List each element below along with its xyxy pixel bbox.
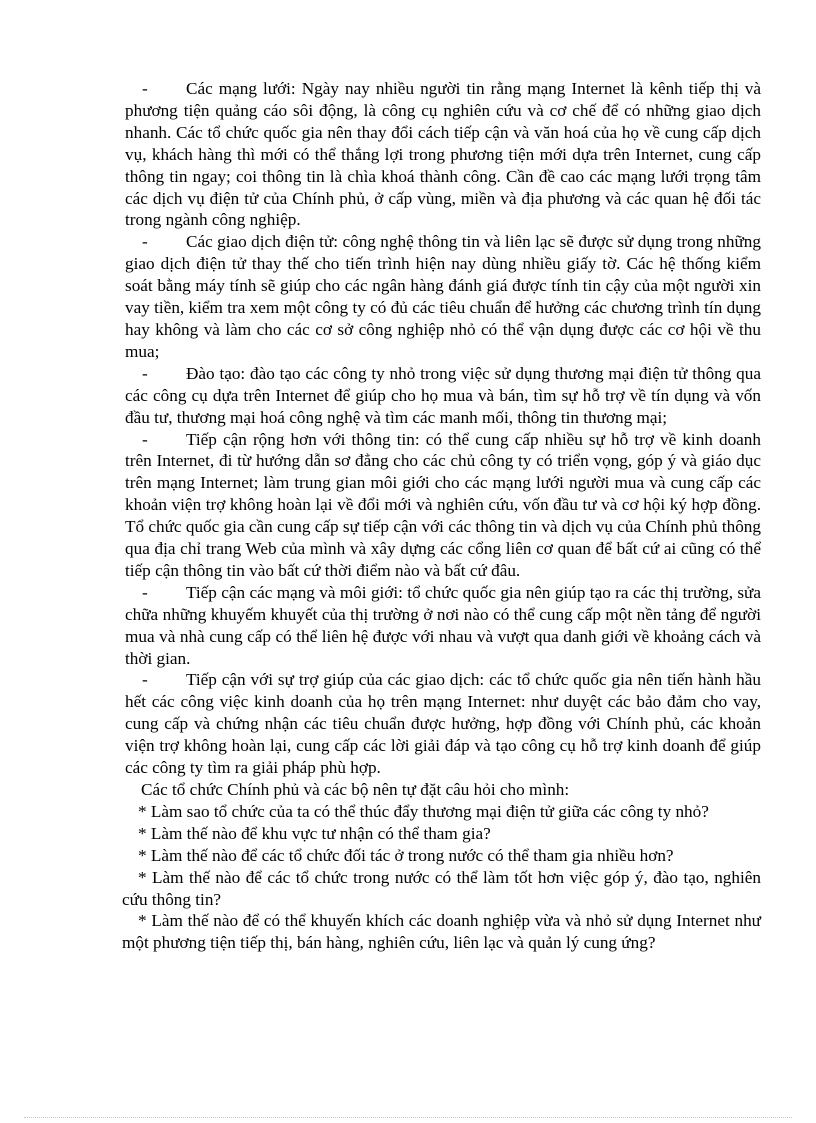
- bullet-paragraph: [125, 363, 761, 429]
- paragraph-text: Tiếp cận rộng hơn với thông tin: có thể cung cấp nhiều sự hỗ trợ về kinh doanh trên Internet, đi từ hướng dẫn sơ đẳng cho các chủ công ty có triển vọng, góp ý và giáo dục trên mạng Internet; làm trung gian môi giới cho các mạng lưới người mua và cung cấp các khoản viện trợ không hoàn lại về đổi mới và nghiên cứu, vốn đầu tư và cơ hội ký hợp đồng. Tổ chức quốc gia cần cung cấp sự tiếp cận với các thông tin và dịch vụ của Chính phủ thông qua địa chỉ trang Web của mình và xây dựng các cổng liên cơ quan để bất cứ ai cũng có thể tiếp cận thông tin vào bất cứ thời điểm nào và bất cứ đâu.: [125, 429, 761, 580]
- bullet-paragraph: [125, 429, 761, 582]
- dash-marker: -: [142, 582, 148, 602]
- document-page: [122, 78, 761, 954]
- bullet-paragraph: [125, 231, 761, 362]
- question-item: * Làm thế nào để khu vực tư nhận có thể tham gia?: [138, 823, 491, 843]
- dash-marker: -: [142, 232, 148, 252]
- question-item: * Làm thế nào để các tổ chức đối tác ở trong nước có thể tham gia nhiều hơn?: [138, 845, 674, 865]
- bullet-paragraph: [125, 582, 761, 670]
- dash-marker: -: [142, 79, 148, 98]
- paragraph-text: Đào tạo: đào tạo các công ty nhỏ trong việc sử dụng thương mại điện tử thông qua các công cụ dựa trên Internet để giúp cho họ mua và bán, tìm sự hỗ trợ về tín dụng và vốn đầu tư, thương mại hoá công nghệ và tìm các manh mối, thông tin thương mại;: [125, 363, 761, 427]
- bullet-paragraph: [125, 669, 761, 779]
- page-bottom-divider: [24, 1117, 792, 1118]
- dash-marker: -: [142, 363, 148, 383]
- paragraph-text: Các mạng lưới: Ngày nay nhiều người tin rằng mạng Internet là kênh tiếp thị và phương tiện quảng cáo sôi động, là công cụ nghiên cứu và cơ chế để có những giao dịch nhanh. Các tổ chức quốc gia nên thay đổi cách tiếp cận và văn hoá của họ về cung cấp dịch vụ, khách hàng thì mới có thể thắng lợi trong phương tiện mới dựa trên Internet, cung cấp thông tin ngay; coi thông tin là chìa khoá thành công. Cần đề cao các mạng lưới trọng tâm các dịch vụ điện tử của Chính phủ, ở cấp vùng, miền và địa phương và các quan hệ đối tác trong ngành công nghiệp.: [125, 79, 761, 230]
- bullet-paragraph: [125, 78, 761, 231]
- dash-marker: -: [142, 670, 148, 690]
- question-item: * Làm sao tổ chức của ta có thể thúc đẩy thương mại điện tử giữa các công ty nhỏ?: [138, 801, 709, 821]
- dash-marker: -: [142, 429, 148, 449]
- question-item: * Làm thế nào để có thể khuyến khích các doanh nghiệp vừa và nhỏ sử dụng Internet như một phương tiện tiếp thị, bán hàng, nghiên cứu, liên lạc và quản lý cung ứng?: [122, 911, 761, 953]
- questions-intro: Các tổ chức Chính phủ và các bộ nên tự đặt câu hỏi cho mình:: [141, 780, 570, 799]
- paragraph-text: Các giao dịch điện tử: công nghệ thông tin và liên lạc sẽ được sử dụng trong những giao dịch điện tử thay thế cho tiến trình hiện nay dùng nhiều giấy tờ. Các hệ thống kiểm soát bằng máy tính sẽ giúp cho các ngân hàng đánh giá được tính tin cậy của một người xin vay tiền, kiểm tra xem một công ty có đủ các tiêu chuẩn để hưởng các chương trình tín dụng hay không và làm cho các cơ sở công nghiệp nhỏ có thể vận dụng được các cơ hội về thu mua;: [125, 232, 761, 361]
- question-item: * Làm thế nào để các tổ chức trong nước có thể làm tốt hơn việc góp ý, đào tạo, nghiên cứu thông tin?: [122, 867, 761, 909]
- paragraph-text: Tiếp cận các mạng và môi giới: tổ chức quốc gia nên giúp tạo ra các thị trường, sửa chữa những khuyếm khuyết của thị trường ở nơi nào có thể cung cấp một nền tảng để người mua và nhà cung cấp có thể liên hệ được với nhau và vượt qua danh giới về khoảng cách và thời gian.: [125, 582, 761, 668]
- paragraph-text: Tiếp cận với sự trợ giúp của các giao dịch: các tổ chức quốc gia nên tiến hành hầu hết các công việc kinh doanh của họ trên mạng Internet: như duyệt các bảo đảm cho vay, cung cấp và chứng nhận các tiêu chuẩn được hưởng, hợp đồng với Chính phủ, các khoản viện trợ không hoàn lại, cung cấp các lời giải đáp và tạo công cụ hỗ trợ kinh doanh để giúp các công ty tìm ra giải pháp phù hợp.: [125, 670, 761, 778]
